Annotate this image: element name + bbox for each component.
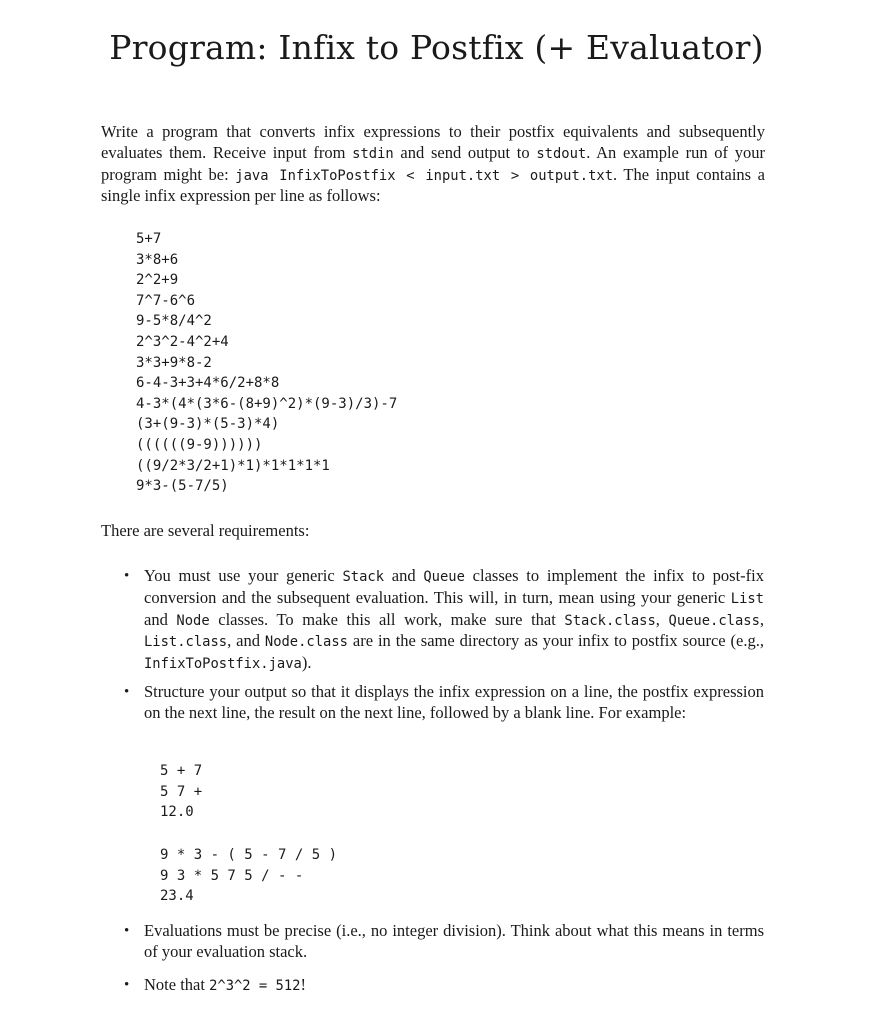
req4-text-2: ! [300, 975, 306, 994]
intro-paragraph [101, 122, 765, 207]
output-example-2 [160, 845, 337, 907]
example-line: 12.0 [160, 804, 194, 821]
intro-code-command: java InfixToPostfix < input.txt > output.txt [235, 167, 613, 184]
req1-code-node: Node [176, 612, 210, 629]
req1-text-8: , and [227, 631, 265, 651]
input-line: 2^2+9 [136, 272, 179, 289]
req1-text-3: classes to implement the infix to post-fix conversion and the subsequent evaluation. This will, in turn, mean using your generic [144, 566, 764, 607]
example-line: 23.4 [160, 888, 194, 905]
req4-text-1: Note that [144, 975, 210, 994]
example-line: 5 7 + [160, 783, 203, 800]
page-title: Program: Infix to Postfix (+ Evaluator) [109, 28, 764, 67]
intro-text-4: . The input contains a single infix expression per line as follows: [101, 164, 765, 206]
example-line: 9 3 * 5 7 5 / - - [160, 867, 304, 884]
req1-code-node-class: Node.class [264, 634, 348, 651]
input-line: 7^7-6^6 [136, 292, 196, 309]
req1-code-source-file: InfixToPostfix.java [144, 656, 302, 673]
requirement-item-output-format [124, 682, 764, 724]
input-line: 9*3-(5-7/5) [136, 478, 229, 495]
input-line: ((9/2*3/2+1)*1)*1*1*1*1 [136, 457, 330, 474]
requirement-text: Evaluations must be precise (i.e., no integer division). Think about what this means in terms of your evaluation stack. [144, 921, 764, 961]
req1-code-list-class: List.class [144, 634, 228, 651]
requirement-text: Structure your output so that it displays the infix expression on a line, the postfix expression on the next line, the result on the next line, followed by a blank line. For example: [144, 682, 764, 722]
input-line: 2^3^2-4^2+4 [136, 333, 229, 350]
requirement-text [144, 566, 764, 675]
req1-text-2: and [384, 566, 424, 585]
requirement-item-exponent-note [124, 975, 764, 997]
intro-text-1: Write a program that converts infix expressions to their postfix equivalents and subsequently evaluates them. Receive input from [101, 122, 765, 162]
req1-text-10: ). [301, 653, 312, 673]
req1-text-6: , [655, 609, 669, 629]
req1-text-1: You must use your generic [144, 566, 343, 585]
input-line: 5+7 [136, 231, 162, 247]
requirement-item-precision [124, 921, 764, 963]
intro-code-stdout: stdout [536, 145, 587, 162]
input-line: 3*8+6 [136, 251, 179, 268]
input-line: 4-3*(4*(3*6-(8+9)^2)*(9-3)/3)-7 [136, 395, 398, 412]
input-expressions-block [136, 229, 397, 497]
intro-code-stdin: stdin [352, 145, 394, 162]
req1-code-queue: Queue [423, 569, 465, 585]
bullet-icon: • [124, 977, 130, 993]
input-line: 9-5*8/4^2 [136, 313, 212, 330]
req1-text-9: are in the same directory as your infix to postfix source (e.g., [347, 631, 765, 651]
req1-text-7: , [759, 609, 765, 629]
bullet-icon: • [124, 684, 130, 700]
input-line: 3*3+9*8-2 [136, 354, 212, 371]
req4-code-exponent: 2^3^2 = 512 [209, 978, 301, 994]
req1-text-5: classes. To make this all work, make sure that [209, 609, 565, 629]
input-line: 6-4-3+3+4*6/2+8*8 [136, 375, 280, 392]
intro-text-2: and send output to [393, 142, 537, 162]
bullet-icon: • [124, 923, 130, 939]
req1-code-queue-class: Queue.class [668, 612, 760, 629]
requirements-intro: There are several requirements: [101, 521, 310, 540]
req1-code-stack: Stack [342, 569, 385, 585]
requirement-text [144, 975, 764, 997]
example-line: 9 * 3 - ( 5 - 7 / 5 ) [160, 847, 338, 863]
input-line: (3+(9-3)*(5-3)*4) [136, 416, 280, 433]
req1-code-list: List [730, 590, 764, 607]
input-line: ((((((9-9)))))) [136, 436, 263, 453]
req1-code-stack-class: Stack.class [564, 612, 656, 629]
example-line: 5 + 7 [160, 763, 203, 779]
requirement-item-generic-classes [124, 566, 764, 675]
output-example-1 [160, 761, 202, 823]
req1-text-4: and [144, 609, 177, 629]
intro-text-3: . An example run of your program might be: [101, 142, 765, 184]
bullet-icon: • [124, 568, 130, 584]
